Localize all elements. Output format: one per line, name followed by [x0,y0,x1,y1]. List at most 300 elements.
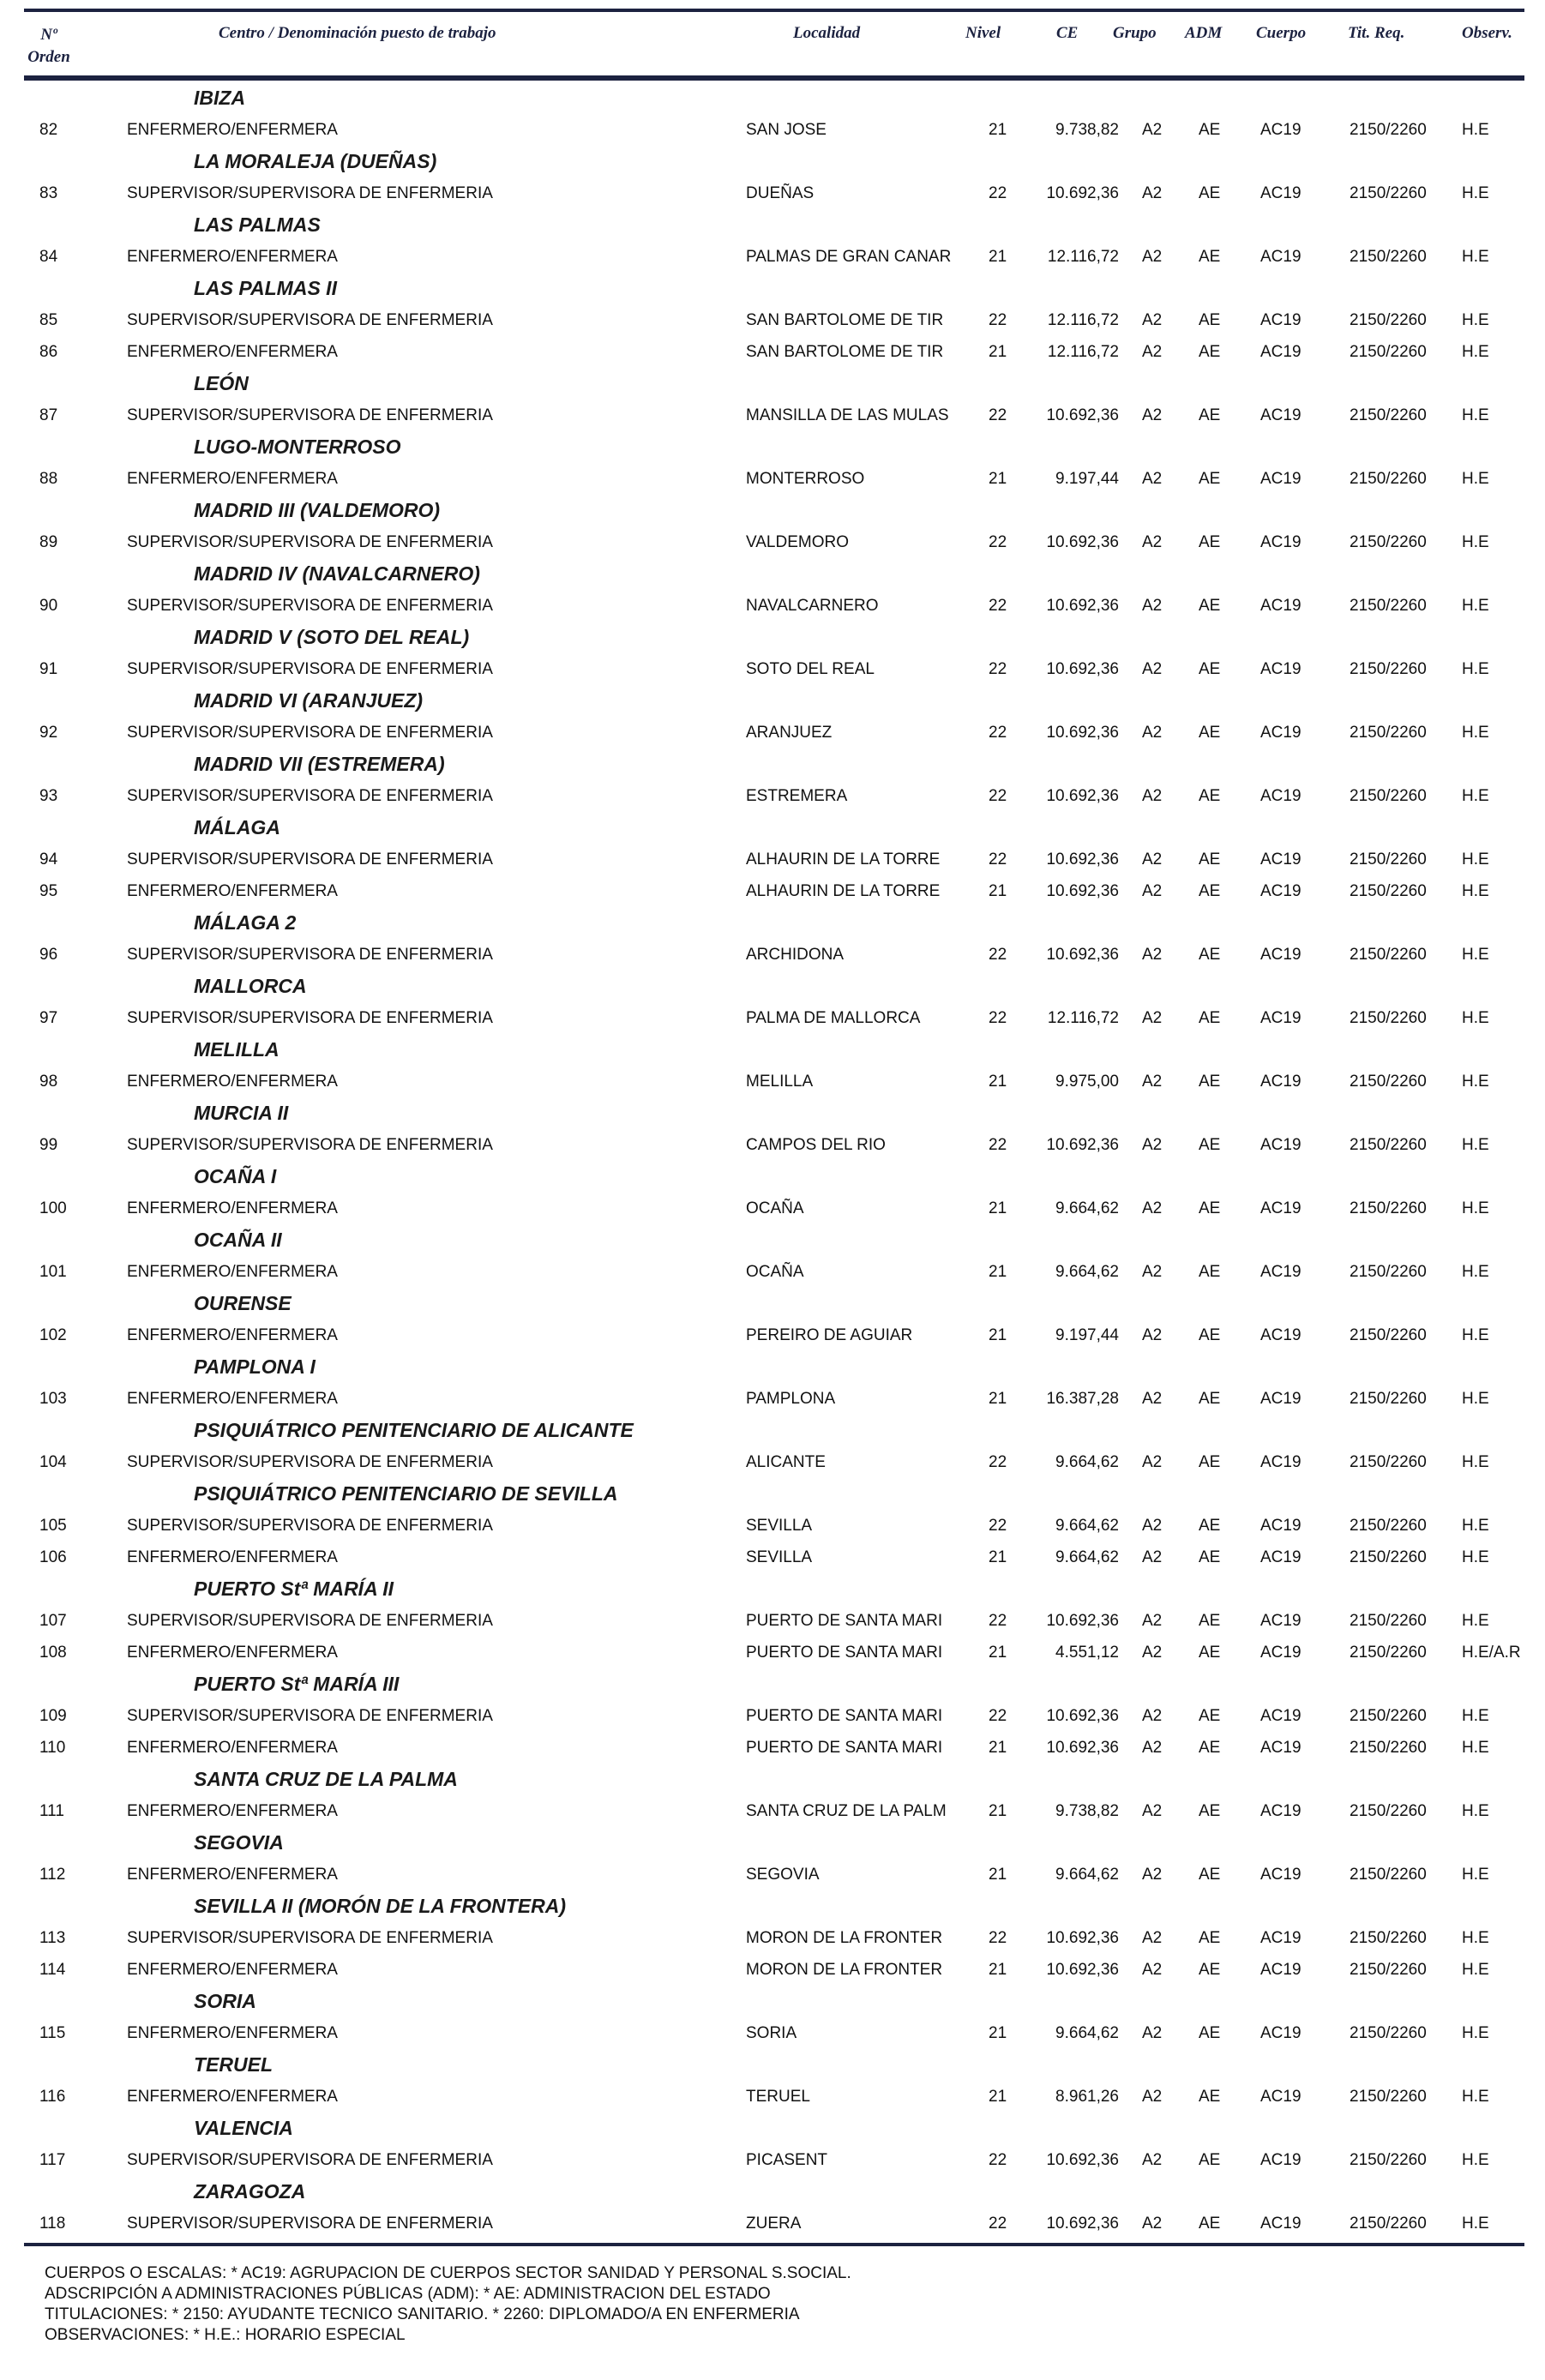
row-orden: 118 [39,2215,66,2233]
row-denominacion: ENFERMERO/ENFERMERA [127,1073,338,1091]
row-grupo: A2 [1142,121,1163,139]
row-orden: 84 [39,248,58,266]
row-localidad: SEVILLA [746,1517,813,1535]
row-orden: 96 [39,946,58,964]
row-observ: H.E [1462,850,1489,868]
row-nivel: 21 [989,470,1007,488]
table-row [0,1954,1545,1986]
row-cuerpo: AC19 [1260,1263,1302,1281]
row-orden: 110 [39,1739,66,1757]
row-ce: 12.116,72 [1047,311,1119,329]
row-tit-req: 2150/2260 [1350,1548,1427,1566]
row-observ: H.E [1462,184,1489,202]
header-tit-req: Tit. Req. [1348,24,1405,42]
row-grupo: A2 [1142,1802,1163,1820]
row-adm: AE [1199,597,1221,615]
row-denominacion: ENFERMERO/ENFERMERA [127,470,338,488]
table-row [0,1732,1545,1764]
row-grupo: A2 [1142,1929,1163,1947]
table-row [0,2017,1545,2049]
row-adm: AE [1199,2024,1221,2042]
row-localidad: PEREIRO DE AGUIAR [746,1326,913,1344]
row-cuerpo: AC19 [1260,1644,1302,1662]
row-orden: 115 [39,2024,66,2042]
row-denominacion: SUPERVISOR/SUPERVISORA DE ENFERMERIA [127,946,493,964]
row-adm: AE [1199,1199,1221,1217]
row-denominacion: ENFERMERO/ENFERMERA [127,1802,338,1820]
row-adm: AE [1199,311,1221,329]
row-tit-req: 2150/2260 [1350,1326,1427,1344]
row-denominacion: ENFERMERO/ENFERMERA [127,1644,338,1662]
row-ce: 9.738,82 [1055,121,1119,139]
row-adm: AE [1199,470,1221,488]
row-observ: H.E [1462,1517,1489,1535]
row-ce: 9.738,82 [1055,1802,1119,1820]
row-tit-req: 2150/2260 [1350,2088,1427,2106]
row-nivel: 21 [989,1866,1007,1884]
row-localidad: MORON DE LA FRONTER [746,1929,943,1947]
section-heading: MÁLAGA [194,816,280,838]
row-nivel: 21 [989,1644,1007,1662]
row-denominacion: SUPERVISOR/SUPERVISORA DE ENFERMERIA [127,406,493,424]
section-heading: OCAÑA I [194,1165,277,1187]
row-observ: H.E [1462,1548,1489,1566]
row-grupo: A2 [1142,1961,1163,1979]
row-localidad: ARCHIDONA [746,946,845,964]
section-heading: SEGOVIA [194,1831,284,1854]
table-row [0,1637,1545,1668]
row-adm: AE [1199,787,1221,805]
row-localidad: MORON DE LA FRONTER [746,1961,943,1979]
table-row [0,780,1545,812]
row-ce: 9.664,62 [1055,1866,1119,1884]
row-ce: 10.692,36 [1046,724,1119,742]
row-orden: 89 [39,533,58,551]
row-orden: 93 [39,787,58,805]
row-adm: AE [1199,1517,1221,1535]
row-localidad: MONTERROSO [746,470,865,488]
row-grupo: A2 [1142,787,1163,805]
row-adm: AE [1199,1802,1221,1820]
table-row [0,844,1545,875]
row-denominacion: SUPERVISOR/SUPERVISORA DE ENFERMERIA [127,597,493,615]
row-nivel: 22 [989,2151,1007,2169]
table-row [0,653,1545,685]
row-cuerpo: AC19 [1260,1136,1302,1154]
row-tit-req: 2150/2260 [1350,724,1427,742]
row-ce: 9.664,62 [1055,2024,1119,2042]
row-observ: H.E [1462,406,1489,424]
row-ce: 4.551,12 [1055,1644,1119,1662]
row-observ: H.E [1462,597,1489,615]
section-heading: IBIZA [194,87,246,109]
row-cuerpo: AC19 [1260,533,1302,551]
row-tit-req: 2150/2260 [1350,1866,1427,1884]
row-cuerpo: AC19 [1260,2088,1302,2106]
row-grupo: A2 [1142,1073,1163,1091]
table-row [0,717,1545,748]
row-orden: 82 [39,121,58,139]
row-tit-req: 2150/2260 [1350,121,1427,139]
row-tit-req: 2150/2260 [1350,470,1427,488]
row-observ: H.E [1462,343,1489,361]
row-grupo: A2 [1142,1707,1163,1725]
row-ce: 10.692,36 [1046,1739,1119,1757]
row-nivel: 21 [989,1199,1007,1217]
row-observ: H.E [1462,2215,1489,2233]
row-observ: H.E [1462,1612,1489,1630]
row-grupo: A2 [1142,1548,1163,1566]
row-observ: H.E [1462,882,1489,900]
row-orden: 94 [39,850,58,868]
row-nivel: 22 [989,1009,1007,1027]
header-grupo: Grupo [1113,24,1157,42]
section-heading: MADRID III (VALDEMORO) [194,499,441,521]
row-tit-req: 2150/2260 [1350,1707,1427,1725]
row-adm: AE [1199,1866,1221,1884]
row-denominacion: SUPERVISOR/SUPERVISORA DE ENFERMERIA [127,1517,493,1535]
table-row [0,1002,1545,1034]
row-nivel: 22 [989,1612,1007,1630]
row-ce: 9.664,62 [1055,1263,1119,1281]
row-denominacion: SUPERVISOR/SUPERVISORA DE ENFERMERIA [127,1929,493,1947]
row-tit-req: 2150/2260 [1350,660,1427,678]
row-localidad: PALMA DE MALLORCA [746,1009,921,1027]
row-ce: 9.664,62 [1055,1548,1119,1566]
row-localidad: ESTREMERA [746,787,848,805]
row-orden: 99 [39,1136,58,1154]
row-adm: AE [1199,1739,1221,1757]
row-adm: AE [1199,946,1221,964]
section-heading: MADRID V (SOTO DEL REAL) [194,626,470,648]
row-nivel: 22 [989,1136,1007,1154]
row-observ: H.E [1462,1739,1489,1757]
row-orden: 107 [39,1612,67,1630]
row-orden: 87 [39,406,58,424]
row-cuerpo: AC19 [1260,1961,1302,1979]
row-denominacion: SUPERVISOR/SUPERVISORA DE ENFERMERIA [127,1136,493,1154]
row-cuerpo: AC19 [1260,787,1302,805]
row-adm: AE [1199,1644,1221,1662]
row-ce: 12.116,72 [1047,343,1119,361]
row-observ: H.E [1462,121,1489,139]
row-ce: 10.692,36 [1046,850,1119,868]
row-ce: 9.197,44 [1055,1326,1119,1344]
row-tit-req: 2150/2260 [1350,1199,1427,1217]
row-observ: H.E [1462,724,1489,742]
section-heading: VALENCIA [194,2117,293,2139]
row-denominacion: ENFERMERO/ENFERMERA [127,1326,338,1344]
table-row [0,400,1545,431]
row-tit-req: 2150/2260 [1350,248,1427,266]
row-cuerpo: AC19 [1260,1929,1302,1947]
row-denominacion: SUPERVISOR/SUPERVISORA DE ENFERMERIA [127,1612,493,1630]
row-observ: H.E [1462,1009,1489,1027]
row-ce: 12.116,72 [1047,1009,1119,1027]
row-nivel: 22 [989,311,1007,329]
row-grupo: A2 [1142,2088,1163,2106]
row-nivel: 21 [989,1326,1007,1344]
row-nivel: 22 [989,787,1007,805]
row-adm: AE [1199,248,1221,266]
row-grupo: A2 [1142,597,1163,615]
row-denominacion: SUPERVISOR/SUPERVISORA DE ENFERMERIA [127,724,493,742]
row-grupo: A2 [1142,946,1163,964]
row-observ: H.E [1462,533,1489,551]
row-observ: H.E/A.R [1462,1644,1521,1662]
row-adm: AE [1199,533,1221,551]
row-cuerpo: AC19 [1260,1612,1302,1630]
row-tit-req: 2150/2260 [1350,533,1427,551]
row-localidad: SAN BARTOLOME DE TIR [746,311,944,329]
row-nivel: 21 [989,1548,1007,1566]
row-localidad: ZUERA [746,2215,802,2233]
row-ce: 10.692,36 [1046,184,1119,202]
table-row [0,1446,1545,1478]
row-grupo: A2 [1142,406,1163,424]
row-tit-req: 2150/2260 [1350,1802,1427,1820]
row-observ: H.E [1462,946,1489,964]
row-grupo: A2 [1142,470,1163,488]
row-tit-req: 2150/2260 [1350,1453,1427,1471]
footer-legend [45,2263,851,2346]
row-nivel: 21 [989,1390,1007,1408]
row-nivel: 22 [989,724,1007,742]
row-localidad: SEGOVIA [746,1866,820,1884]
row-nivel: 22 [989,660,1007,678]
top-rule [24,9,1524,12]
row-ce: 9.975,00 [1055,1073,1119,1091]
row-observ: H.E [1462,248,1489,266]
row-orden: 105 [39,1517,67,1535]
table-row [0,1256,1545,1288]
section-heading: ZARAGOZA [194,2180,306,2203]
table-row [0,875,1545,907]
table-row [0,241,1545,273]
section-heading: SEVILLA II (MORÓN DE LA FRONTERA) [194,1895,567,1917]
row-adm: AE [1199,2088,1221,2106]
row-ce: 10.692,36 [1046,660,1119,678]
row-ce: 10.692,36 [1046,946,1119,964]
row-nivel: 22 [989,2215,1007,2233]
row-adm: AE [1199,724,1221,742]
row-localidad: ARANJUEZ [746,724,833,742]
row-observ: H.E [1462,1961,1489,1979]
row-tit-req: 2150/2260 [1350,1390,1427,1408]
row-denominacion: SUPERVISOR/SUPERVISORA DE ENFERMERIA [127,311,493,329]
row-grupo: A2 [1142,311,1163,329]
row-cuerpo: AC19 [1260,2151,1302,2169]
row-ce: 8.961,26 [1055,2088,1119,2106]
row-orden: 117 [39,2151,66,2169]
row-observ: H.E [1462,1136,1489,1154]
row-denominacion: SUPERVISOR/SUPERVISORA DE ENFERMERIA [127,787,493,805]
section-heading: LAS PALMAS [194,213,321,236]
row-observ: H.E [1462,1866,1489,1884]
row-ce: 10.692,36 [1046,1961,1119,1979]
row-adm: AE [1199,660,1221,678]
row-orden: 91 [39,660,58,678]
section-heading: MURCIA II [194,1102,289,1124]
row-ce: 9.664,62 [1055,1199,1119,1217]
row-denominacion: SUPERVISOR/SUPERVISORA DE ENFERMERIA [127,1009,493,1027]
row-adm: AE [1199,1136,1221,1154]
row-grupo: A2 [1142,882,1163,900]
row-adm: AE [1199,1390,1221,1408]
row-adm: AE [1199,1263,1221,1281]
row-ce: 10.692,36 [1046,597,1119,615]
row-orden: 92 [39,724,58,742]
row-tit-req: 2150/2260 [1350,2151,1427,2169]
row-localidad: PUERTO DE SANTA MARI [746,1612,943,1630]
row-tit-req: 2150/2260 [1350,1739,1427,1757]
row-grupo: A2 [1142,184,1163,202]
row-denominacion: SUPERVISOR/SUPERVISORA DE ENFERMERIA [127,184,493,202]
row-grupo: A2 [1142,248,1163,266]
section-heading: MADRID VI (ARANJUEZ) [194,689,424,712]
row-nivel: 21 [989,248,1007,266]
row-observ: H.E [1462,1929,1489,1947]
row-cuerpo: AC19 [1260,1548,1302,1566]
row-grupo: A2 [1142,1866,1163,1884]
row-denominacion: ENFERMERO/ENFERMERA [127,1961,338,1979]
row-ce: 10.692,36 [1046,406,1119,424]
table-row [0,1795,1545,1827]
row-tit-req: 2150/2260 [1350,1961,1427,1979]
row-adm: AE [1199,882,1221,900]
row-localidad: VALDEMORO [746,533,850,551]
row-orden: 90 [39,597,58,615]
row-denominacion: SUPERVISOR/SUPERVISORA DE ENFERMERIA [127,850,493,868]
row-nivel: 21 [989,882,1007,900]
row-cuerpo: AC19 [1260,724,1302,742]
row-adm: AE [1199,1009,1221,1027]
header-nivel: Nivel [965,24,1001,42]
section-heading: OCAÑA II [194,1229,282,1251]
row-ce: 10.692,36 [1046,1612,1119,1630]
row-grupo: A2 [1142,2215,1163,2233]
row-grupo: A2 [1142,1136,1163,1154]
row-localidad: SAN JOSE [746,121,827,139]
footer-observaciones: OBSERVACIONES: * H.E.: HORARIO ESPECIAL [45,2326,406,2344]
row-tit-req: 2150/2260 [1350,1009,1427,1027]
row-grupo: A2 [1142,1390,1163,1408]
row-orden: 111 [39,1802,64,1820]
row-observ: H.E [1462,1802,1489,1820]
row-tit-req: 2150/2260 [1350,311,1427,329]
table-row [0,1510,1545,1542]
row-orden: 97 [39,1009,58,1027]
table-row [0,1859,1545,1890]
header-adm: ADM [1185,24,1223,42]
row-denominacion: ENFERMERO/ENFERMERA [127,1739,338,1757]
row-localidad: ALICANTE [746,1453,826,1471]
row-tit-req: 2150/2260 [1350,2024,1427,2042]
row-nivel: 22 [989,1517,1007,1535]
row-tit-req: 2150/2260 [1350,850,1427,868]
row-nivel: 22 [989,1707,1007,1725]
row-ce: 16.387,28 [1046,1390,1119,1408]
row-nivel: 21 [989,1073,1007,1091]
row-cuerpo: AC19 [1260,311,1302,329]
row-cuerpo: AC19 [1260,1390,1302,1408]
row-grupo: A2 [1142,660,1163,678]
row-adm: AE [1199,1961,1221,1979]
row-cuerpo: AC19 [1260,850,1302,868]
row-ce: 10.692,36 [1046,1136,1119,1154]
row-nivel: 21 [989,1263,1007,1281]
row-cuerpo: AC19 [1260,2215,1302,2233]
row-adm: AE [1199,184,1221,202]
section-heading: SORIA [194,1990,256,2012]
row-orden: 86 [39,343,58,361]
row-tit-req: 2150/2260 [1350,1612,1427,1630]
table-row [0,590,1545,622]
row-adm: AE [1199,1612,1221,1630]
row-denominacion: ENFERMERO/ENFERMERA [127,882,338,900]
row-nivel: 22 [989,946,1007,964]
row-observ: H.E [1462,787,1489,805]
table-body [0,82,1545,2239]
footer-cuerpos: CUERPOS O ESCALAS: * AC19: AGRUPACION DE CUERPOS SECTOR SANIDAD Y PERSONAL S.SOCIAL. [45,2264,851,2282]
row-adm: AE [1199,2215,1221,2233]
table-row [0,336,1545,368]
row-nivel: 22 [989,597,1007,615]
row-localidad: PALMAS DE GRAN CANAR [746,248,952,266]
header-ce: CE [1056,24,1079,42]
row-grupo: A2 [1142,850,1163,868]
row-adm: AE [1199,1453,1221,1471]
row-ce: 10.692,36 [1046,882,1119,900]
bottom-rule [24,2243,1524,2246]
row-cuerpo: AC19 [1260,121,1302,139]
row-cuerpo: AC19 [1260,184,1302,202]
row-orden: 88 [39,470,58,488]
row-denominacion: SUPERVISOR/SUPERVISORA DE ENFERMERIA [127,2151,493,2169]
section-heading: TERUEL [194,2053,273,2076]
row-tit-req: 2150/2260 [1350,597,1427,615]
row-localidad: SAN BARTOLOME DE TIR [746,343,944,361]
row-orden: 113 [39,1929,66,1947]
row-denominacion: ENFERMERO/ENFERMERA [127,1866,338,1884]
row-observ: H.E [1462,660,1489,678]
row-localidad: OCAÑA [746,1199,804,1217]
row-adm: AE [1199,1929,1221,1947]
row-nivel: 22 [989,1929,1007,1947]
row-cuerpo: AC19 [1260,1326,1302,1344]
row-ce: 10.692,36 [1046,2151,1119,2169]
row-cuerpo: AC19 [1260,1739,1302,1757]
row-cuerpo: AC19 [1260,1866,1302,1884]
row-adm: AE [1199,1707,1221,1725]
row-cuerpo: AC19 [1260,1802,1302,1820]
table-row [0,939,1545,971]
row-localidad: SEVILLA [746,1548,813,1566]
row-denominacion: SUPERVISOR/SUPERVISORA DE ENFERMERIA [127,660,493,678]
row-localidad: PAMPLONA [746,1390,836,1408]
row-cuerpo: AC19 [1260,2024,1302,2042]
table-row [0,1700,1545,1732]
section-heading: LA MORALEJA (DUEÑAS) [194,150,437,172]
row-cuerpo: AC19 [1260,1517,1302,1535]
row-orden: 103 [39,1390,67,1408]
row-orden: 101 [39,1263,67,1281]
header-orden: Nº Orden [27,26,70,66]
table-row [0,177,1545,209]
row-tit-req: 2150/2260 [1350,1644,1427,1662]
row-adm: AE [1199,121,1221,139]
row-adm: AE [1199,343,1221,361]
